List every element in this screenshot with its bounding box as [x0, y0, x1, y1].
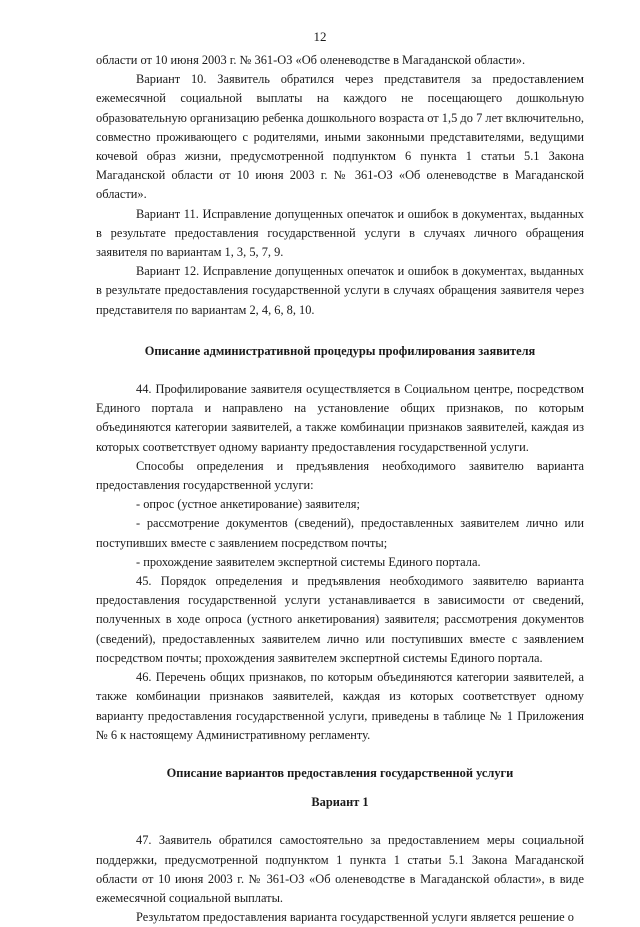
paragraph-methods: Способы определения и предъявления необходимого заявителю варианта предоставления государственной услуги: — [96, 458, 584, 493]
document-body — [96, 51, 584, 927]
paragraph-variant-12: Вариант 12. Исправление допущенных опечаток и ошибок в документах, выданных в результате предоставления государственной услуги в случаях обращения заявителя через представителя по вариантам 2, 4, 6, 8, 10. — [96, 264, 584, 317]
paragraph-result: Результатом предоставления варианта государственной услуги является решение о — [136, 910, 574, 925]
heading-variant-1: Вариант 1 — [311, 795, 369, 810]
paragraph-variant-10: Вариант 10. Заявитель обратился через представителя за предоставлением ежемесячной социальной выплаты на каждого не посещающего дошкольную образовательную организацию ребенка дошкольного возраста от 1,5 до 7 лет включительно, совместно проживающего с родителями, иными законными представителями, ведущими кочевой образ жизни, предусмотренной подпунктом 6 пункта 1 статьи 5.1 Закона Магаданской области от 10 июня 2003 г. № 361-ОЗ «Об оленеводстве в Магаданской области». — [96, 72, 584, 202]
page-number: 12 — [313, 29, 327, 44]
paragraph-47: 47. Заявитель обратился самостоятельно за предоставлением меры социальной поддержки, предусмотренной подпунктом 1 пункта 1 статьи 5.1 Закона Магаданской области от 10 июня 2003 г. № 361-ОЗ «Об оленеводстве в Магаданской области», в виде ежемесячной социальной выплаты. — [96, 833, 584, 905]
list-item-documents: - рассмотрение документов (сведений), предоставленных заявителем лично или поступивших вместе с заявлением посредством почты; — [96, 516, 584, 550]
paragraph-variant-11: Вариант 11. Исправление допущенных опечаток и ошибок в документах, выданных в результате предоставления государственной услуги в случаях личного обращения заявителя по вариантам 1, 3, 5, 7, 9. — [96, 206, 584, 260]
heading-profiling: Описание административной процедуры профилирования заявителя — [144, 343, 536, 358]
paragraph-45: 45. Порядок определения и предъявления необходимого заявителю варианта предоставления государственной услуги устанавливается в зависимости от сведений, полученных в ходе опроса (устного анкетирования) заявителя; рассмотрения документов (сведений), предоставленных заявителем лично или поступивших вместе с заявлением посредством почты; прохождения заявителем экспертной системы Единого портала. — [96, 574, 584, 665]
paragraph-44: 44. Профилирование заявителя осуществляется в Социальном центре, посредством Единого портала и направлено на установление общих признаков, по которым объединяются категории заявителей, а также комбинации признаков заявителей, каждая из которых соответствует одному варианту предоставления государственной услуги. — [96, 382, 584, 454]
methods-list — [96, 495, 584, 572]
list-item-expert-system: - прохождение заявителем экспертной системы Единого портала. — [136, 554, 481, 569]
paragraph-46: 46. Перечень общих признаков, по которым объединяются категории заявителей, а также комбинации признаков заявителей, каждая из которых соответствует одному варианту предоставления государственной услуги, приведены в таблице № 1 Приложения № 6 к настоящему Административному регламенту. — [96, 670, 584, 742]
list-item-survey: - опрос (устное анкетирование) заявителя; — [136, 497, 360, 512]
paragraph-law-reference: области от 10 июня 2003 г. № 361-ОЗ «Об оленеводстве в Магаданской области». — [96, 53, 526, 67]
heading-variants: Описание вариантов предоставления государственной услуги — [166, 765, 514, 780]
